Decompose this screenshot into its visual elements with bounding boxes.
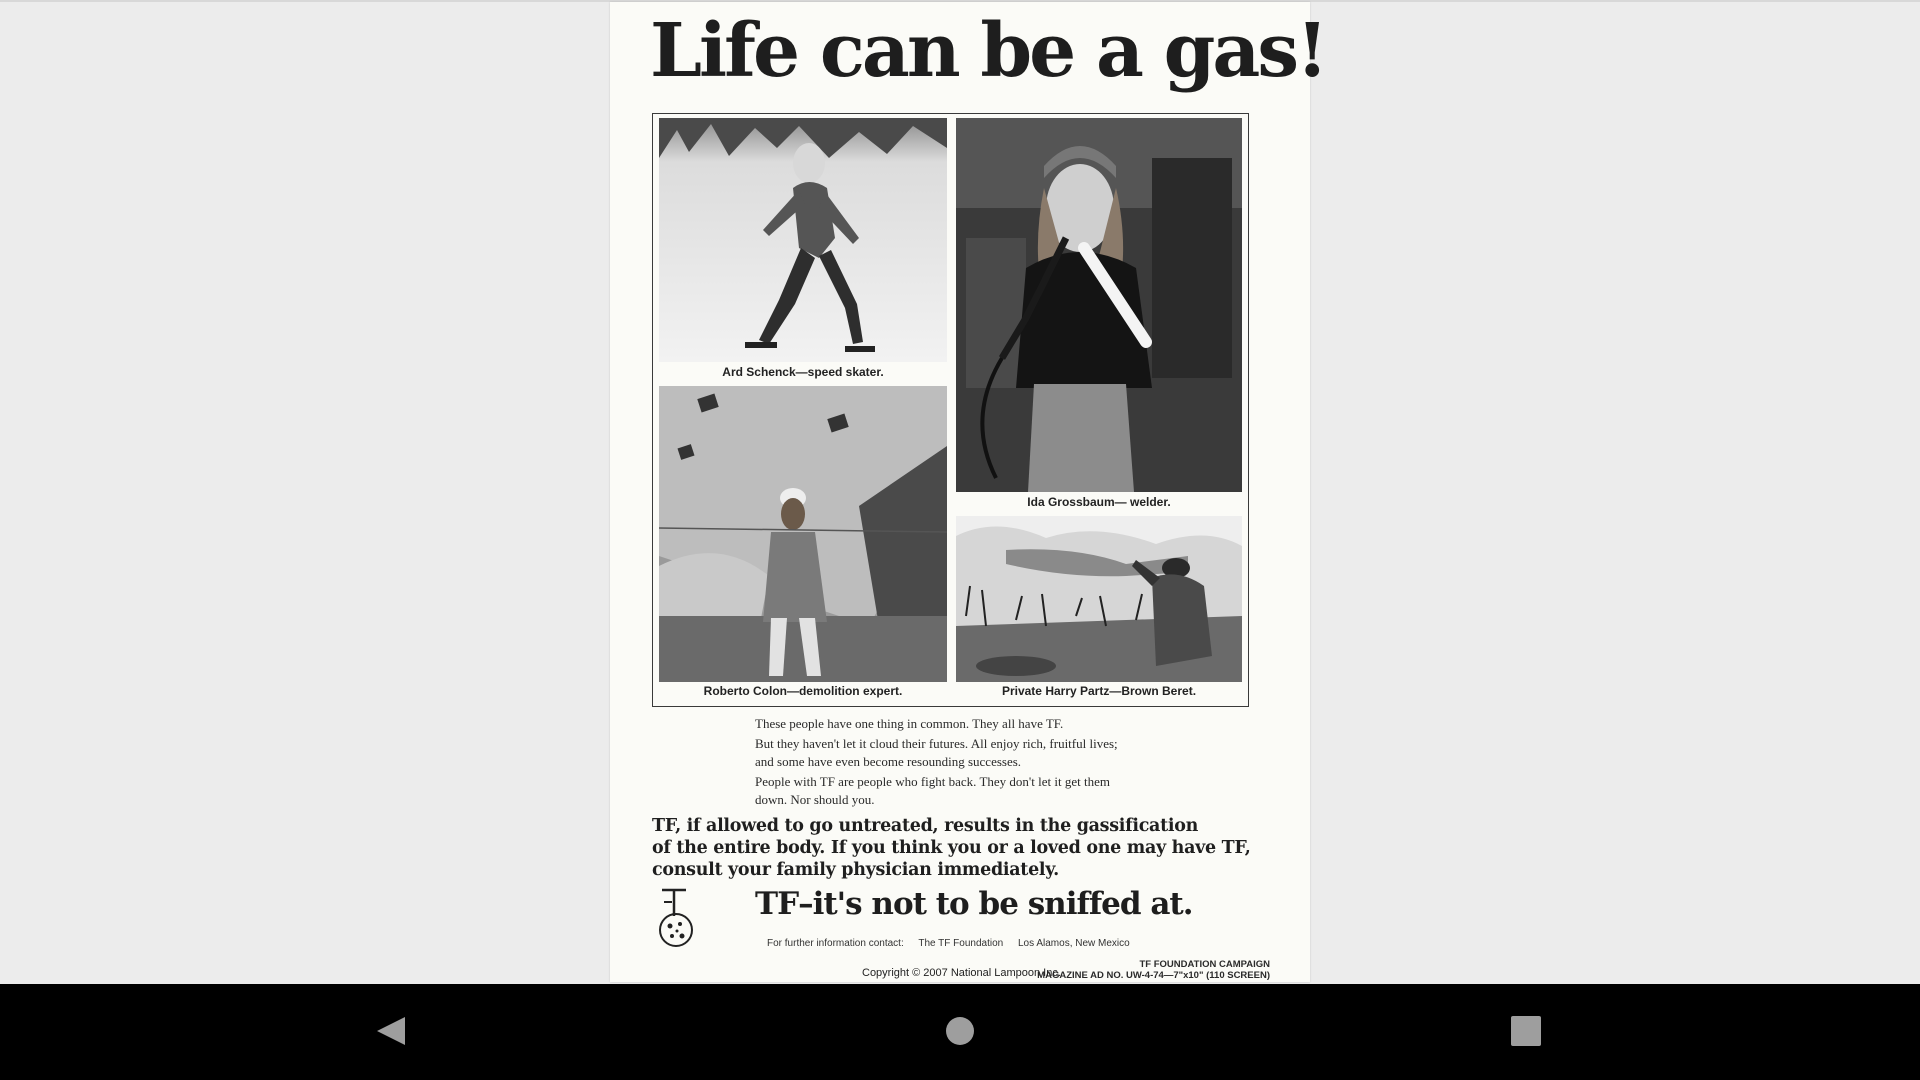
- square-recents-icon: [1491, 998, 1561, 1064]
- photo-speed-skater: [659, 118, 947, 362]
- home-button[interactable]: [925, 998, 995, 1064]
- triangle-back-icon: [355, 998, 425, 1064]
- photo-welder: [956, 118, 1242, 492]
- photo-demolition-expert: [659, 386, 947, 682]
- body-paragraph: But they haven't let it cloud their futures. All enjoy rich, fruitful lives;: [755, 736, 1118, 751]
- photo-brown-beret: [956, 516, 1242, 682]
- body-paragraph: down. Nor should you.: [755, 792, 875, 807]
- back-button[interactable]: [355, 998, 425, 1064]
- contact-location: Los Alamos, New Mexico: [1018, 938, 1130, 949]
- navigation-bar: [0, 984, 1920, 1080]
- ad-headline: Life can be a gas!: [650, 8, 1326, 94]
- warning-text: [652, 815, 1272, 881]
- document-viewer[interactable]: [0, 2, 1920, 984]
- campaign-line: MAGAZINE AD NO. UW-4-74—7"x10" (110 SCREEN): [1037, 970, 1270, 981]
- contact-organization: The TF Foundation: [918, 938, 1004, 949]
- caption-demolition-expert: Roberto Colon—demolition expert.: [703, 684, 903, 698]
- body-paragraph: and some have even become resounding successes.: [755, 754, 1022, 769]
- body-paragraph: People with TF are people who fight back. They don't let it get them: [755, 774, 1110, 789]
- tf-foundation-logo: [652, 886, 700, 950]
- copyright-notice: Copyright © 2007 National Lampoon Inc.: [862, 967, 1061, 979]
- body-paragraph: These people have one thing in common. They all have TF.: [755, 716, 1064, 731]
- caption-speed-skater: Ard Schenck—speed skater.: [722, 365, 884, 379]
- campaign-code: [1037, 959, 1270, 981]
- photo-collage: [652, 113, 1249, 707]
- warning-line: TF, if allowed to go untreated, results in the gassification: [652, 816, 1199, 836]
- body-copy: [755, 715, 1175, 811]
- caption-brown-beret: Private Harry Partz—Brown Beret.: [1001, 684, 1197, 698]
- ad-tagline: TF–it's not to be sniffed at.: [755, 886, 1193, 922]
- circle-home-icon: [925, 998, 995, 1064]
- caption-welder: Ida Grossbaum— welder.: [1027, 495, 1171, 509]
- magazine-page: [610, 2, 1326, 982]
- contact-info: [767, 938, 1142, 949]
- campaign-line: TF FOUNDATION CAMPAIGN: [1139, 959, 1270, 970]
- contact-label: For further information contact:: [767, 938, 904, 949]
- warning-line: of the entire body. If you think you or a loved one may have TF,: [652, 838, 1251, 858]
- recents-button[interactable]: [1491, 998, 1561, 1064]
- warning-line: consult your family physician immediately.: [652, 860, 1059, 880]
